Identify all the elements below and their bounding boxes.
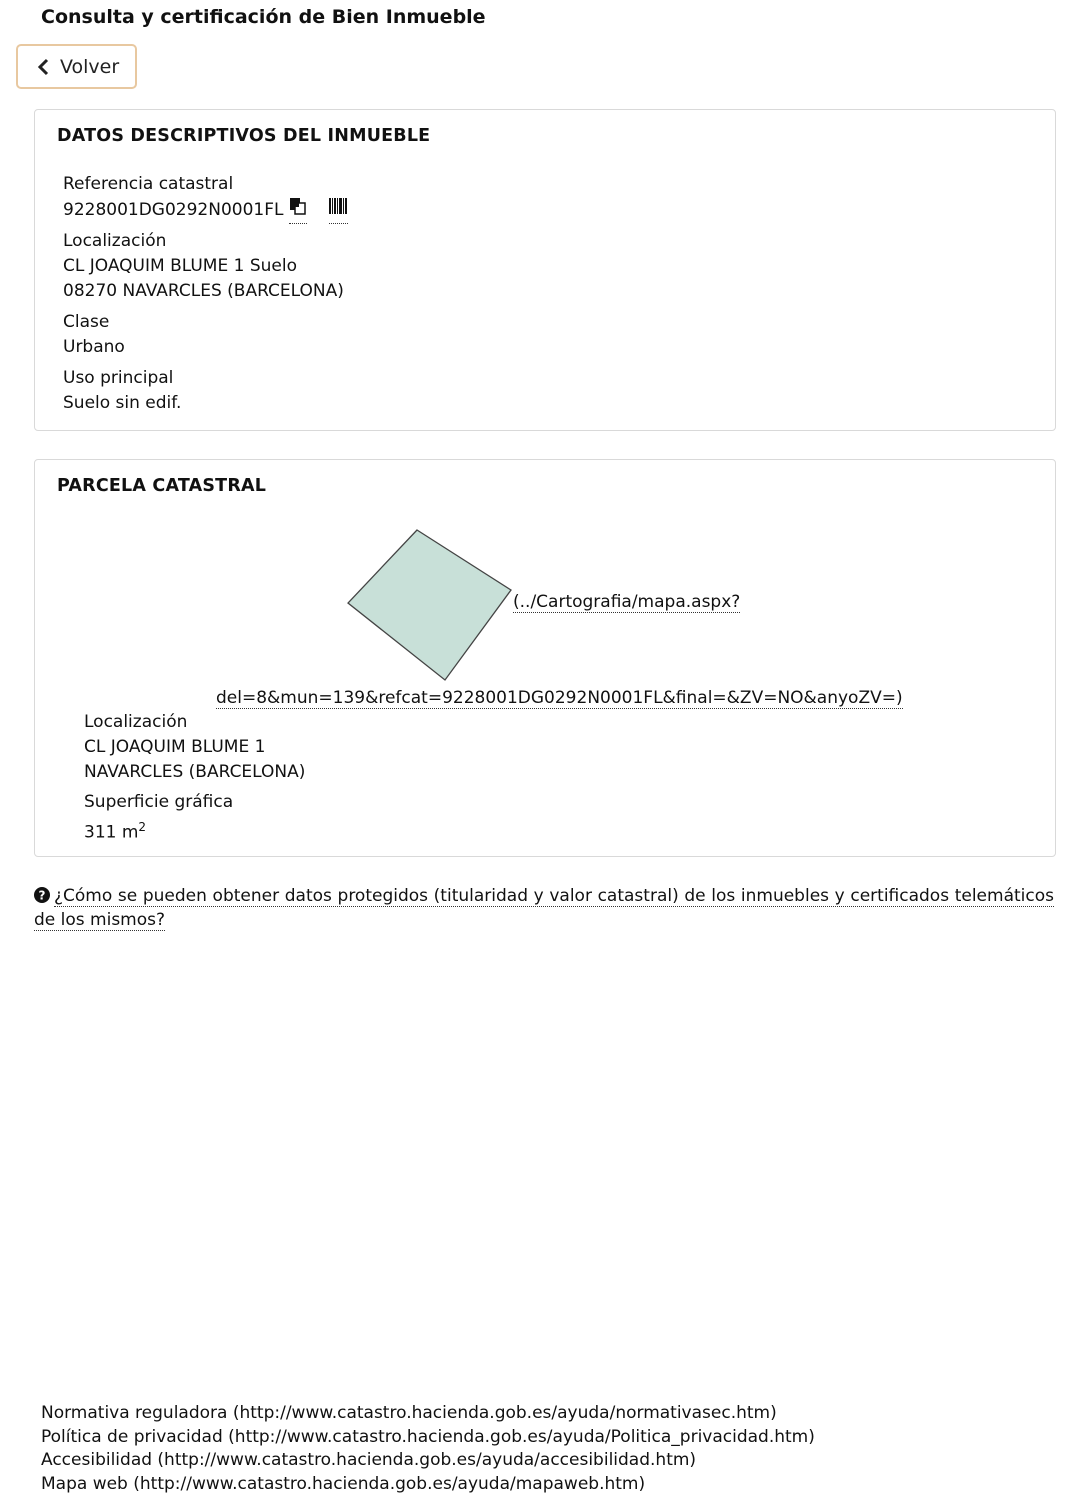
svg-text:?: ? [38,888,46,903]
parcela-localizacion-line2: NAVARCLES (BARCELONA) [84,762,306,782]
map-link-part1[interactable]: (../Cartografia/mapa.aspx? [513,592,741,612]
uso-label: Uso principal [63,368,174,388]
footer [41,1402,815,1496]
back-button[interactable] [16,44,137,89]
copy-icon[interactable] [289,197,307,224]
footer-link-normativa[interactable]: Normativa reguladora (http://www.catastro.hacienda.gob.es/ayuda/normativasec.htm) [41,1403,777,1423]
barcode-icon[interactable] [329,197,348,224]
localizacion-line2: 08270 NAVARCLES (BARCELONA) [63,281,344,301]
referencia-value: 9228001DG0292N0001FL [63,200,284,220]
uso-field [63,366,181,416]
superficie-unit-sup: 2 [138,820,147,834]
clase-label: Clase [63,312,110,332]
datos-descriptivos-panel [34,109,1056,431]
help-link[interactable]: ¿Cómo se pueden obtener datos protegidos (titularidad y valor catastral) de los inmuebles y certificados telemáticos de los mismos? [34,886,1054,930]
help-section [34,884,1054,932]
superficie-field [84,790,233,846]
clase-value: Urbano [63,337,125,357]
localizacion-field [63,229,344,304]
question-circle-icon [34,887,50,903]
clase-field [63,310,125,360]
uso-value: Suelo sin edif. [63,393,182,413]
datos-heading: DATOS DESCRIPTIVOS DEL INMUEBLE [57,126,431,146]
parcel-map-image[interactable] [347,528,517,684]
parcela-catastral-panel [34,459,1056,857]
back-button-label: Volver [60,55,120,78]
parcela-localizacion-field [84,710,305,785]
referencia-field [63,172,348,224]
footer-link-privacidad[interactable]: Política de privacidad (http://www.catastro.hacienda.gob.es/ayuda/Politica_privacidad.htm) [41,1426,815,1447]
parcel-shape [348,530,511,680]
parcela-localizacion-line1: CL JOAQUIM BLUME 1 [84,737,266,757]
page-title: Consulta y certificación de Bien Inmueble [41,6,486,28]
localizacion-label: Localización [63,231,167,251]
chevron-left-icon [36,57,50,77]
superficie-value-row [84,815,233,846]
map-link-part2[interactable]: del=8&mun=139&refcat=9228001DG0292N0001FL&final=&ZV=NO&anyoZV=) [216,688,903,708]
footer-link-accesibilidad[interactable]: Accesibilidad (http://www.catastro.hacienda.gob.es/ayuda/accesibilidad.htm) [41,1450,697,1470]
localizacion-line1: CL JOAQUIM BLUME 1 Suelo [63,256,297,276]
parcela-localizacion-label: Localización [84,712,188,732]
superficie-label: Superficie gráfica [84,792,234,812]
referencia-label: Referencia catastral [63,174,234,194]
parcela-heading: PARCELA CATASTRAL [57,476,267,496]
footer-link-mapa-web[interactable]: Mapa web (http://www.catastro.hacienda.gob.es/ayuda/mapaweb.htm) [41,1473,646,1494]
superficie-value: 311 m [84,822,139,843]
